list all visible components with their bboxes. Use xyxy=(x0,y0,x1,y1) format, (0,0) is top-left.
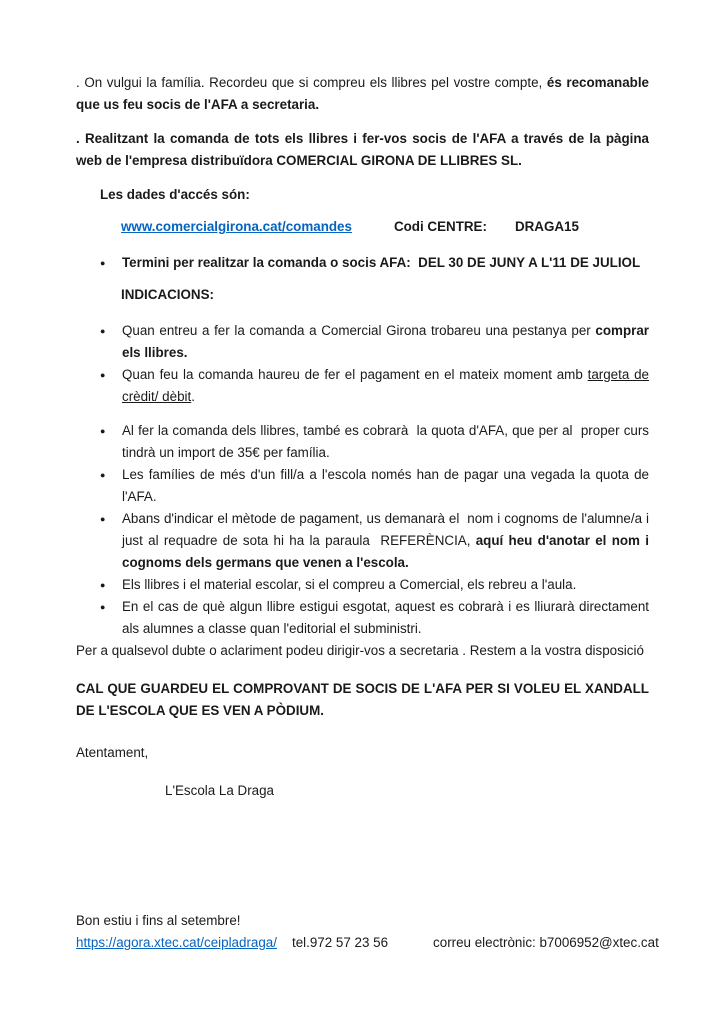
paragraph-ordering xyxy=(76,128,649,172)
bullet-icon: ● xyxy=(100,470,106,480)
bullet-item-outofstock xyxy=(76,596,649,640)
receipt-warning: CAL QUE GUARDEU EL COMPROVANT DE SOCIS DE L'AFA PER SI VOLEU EL XANDALL DE L'ESCOLA QUE ES VEN A PÒDIUM. xyxy=(76,681,649,718)
bullet-icon: ● xyxy=(100,258,106,268)
outofstock-text: En el cas de què algun llibre estigui esgotat, aquest es cobrarà i es lliurarà directament als alumnes a classe quan l'editorial el subministri. xyxy=(122,599,649,636)
footer-phone: tel.972 57 23 56 xyxy=(291,935,389,950)
delivery-text: Els llibres i el material escolar, si el compreu a Comercial, els rebreu a l'aula. xyxy=(122,577,577,592)
comercialgirona-link[interactable]: www.comercialgirona.cat/comandes xyxy=(121,219,352,234)
payment-text xyxy=(122,364,649,408)
bullet-item-payment xyxy=(76,364,649,408)
centre-code-value: DRAGA15 xyxy=(514,219,579,234)
reference-text-normal: Abans d'indicar el mètode de pagament, us demanarà el nom i cognoms de l'alumne/a i just al requadre de sota hi ha la paraula REFERÈNCIA, xyxy=(122,511,649,548)
tab-text-normal: Quan entreu a fer la comanda a Comercial Girona trobareu una pestanya per xyxy=(122,323,596,338)
reference-text-bold: aquí heu d'anotar el nom i cognoms dels germans que venen a l'escola. xyxy=(122,533,649,570)
bullet-item-quota xyxy=(76,420,649,464)
footer-email: correu electrònic: b7006952@xtec.cat xyxy=(433,935,659,950)
centre-code-label: Codi CENTRE: xyxy=(393,219,487,234)
indications-heading: INDICACIONS: xyxy=(121,287,214,302)
bullet-icon: ● xyxy=(100,426,106,436)
intro-text: . On vulgui la família. Recordeu que si compreu els llibres pel vostre compte, xyxy=(76,75,547,90)
families-text: Les famílies de més d'un fill/a a l'escola només han de pagar una vegada la quota de l'AFA. xyxy=(122,467,649,504)
farewell-text: Bon estiu i fins al setembre! xyxy=(76,913,241,928)
payment-text-end: . xyxy=(191,389,195,404)
bullet-item-families xyxy=(76,464,649,508)
tab-text xyxy=(122,320,649,364)
agora-xtec-link[interactable]: https://agora.xtec.cat/ceipladraga/ xyxy=(76,935,277,950)
bullet-item-deadline xyxy=(76,252,649,274)
quota-text: Al fer la comanda dels llibres, també es cobrarà la quota d'AFA, que per al proper curs tindrà un import de 35€ per família. xyxy=(122,423,649,460)
bullet-icon: ● xyxy=(100,326,106,336)
bullet-icon: ● xyxy=(100,580,106,590)
closing-text: Atentament, xyxy=(76,745,149,760)
bullet-icon: ● xyxy=(100,370,106,380)
ordering-text-bold: . Realitzant la comanda de tots els llibres i fer-vos socis de l'AFA a través de la pàgina web de l'empresa distribuïdora COMERCIAL GIRONA DE LLIBRES SL. xyxy=(76,131,649,168)
signature-text: L'Escola La Draga xyxy=(165,783,275,798)
bullet-item-delivery xyxy=(76,574,649,596)
bullet-icon: ● xyxy=(100,514,106,524)
access-line xyxy=(121,216,649,238)
payment-text-normal: Quan feu la comanda haureu de fer el pagament en el mateix moment amb xyxy=(122,367,588,382)
bullet-icon: ● xyxy=(100,602,106,612)
footer-contact-line xyxy=(76,932,659,954)
payment-text-underline: targeta de crèdit/ dèbit xyxy=(122,367,649,404)
bullet-item-reference xyxy=(76,508,649,574)
access-data-label: Les dades d'accés són: xyxy=(100,187,250,202)
paragraph-intro xyxy=(76,72,649,116)
deadline-text: Termini per realitzar la comanda o socis AFA: DEL 30 DE JUNY A L'11 DE JULIOL xyxy=(122,255,641,270)
reference-text xyxy=(122,508,649,574)
intro-text-bold: és recomanable que us feu socis de l'AFA a secretaria. xyxy=(76,75,650,112)
doubts-text: Per a qualsevol dubte o aclariment podeu dirigir-vos a secretaria . Restem a la vostra disposició xyxy=(76,643,644,658)
tab-text-bold: comprar els llibres. xyxy=(122,323,649,360)
bullet-item-tab xyxy=(76,320,649,364)
